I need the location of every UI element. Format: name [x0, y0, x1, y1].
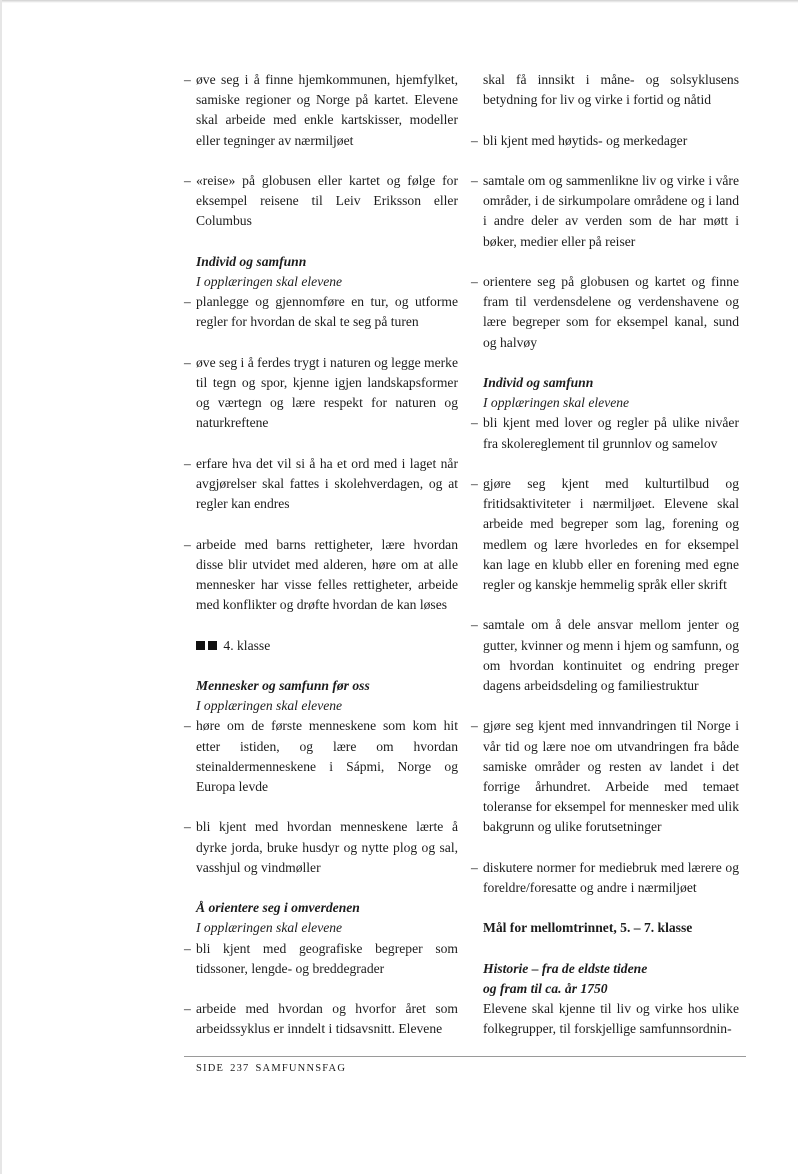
dash-bullet: –: [184, 72, 191, 87]
dash-bullet: –: [471, 718, 478, 734]
list-item-text: «reise» på globusen eller kartet og følge for eksempel reisene til Leiv Eriksson eller Columbus: [196, 173, 458, 229]
dash-bullet: –: [471, 132, 478, 148]
list-item-text: arbeide med hvordan og hvorfor året som arbeidssyklus er inndelt i tidsavsnitt. Elevene: [196, 1001, 458, 1037]
dash-bullet: –: [471, 273, 478, 289]
dash-bullet: –: [184, 940, 191, 956]
list-item: [184, 171, 458, 232]
dash-bullet: –: [471, 617, 478, 633]
dash-bullet: –: [184, 819, 191, 835]
list-item: [471, 474, 739, 595]
dash-bullet: –: [471, 475, 478, 491]
list-item-text: bli kjent med geografiske begreper som tidssoner, lengde- og breddegrader: [196, 940, 458, 976]
list-item-text: bli kjent med lover og regler på ulike nivåer fra skolereglement til grunnlov og samelov: [483, 415, 739, 451]
list-item-text: gjøre seg kjent med kulturtilbud og fritidsaktiviteter i nærmiljøet. Elevene skal arbeide med begreper som lag, forening og medlem og lære hvorledes en for eksempel kan lage en klubb eller en forening med egne regler og kanskje hemmelig språk eller skrift: [483, 475, 739, 592]
list-item-text: diskutere normer for mediebruk med lærere og foreldre/foresatte og andre i nærmiljøet: [483, 859, 739, 895]
list-item: [184, 939, 458, 979]
section-subheading: I opplæringen skal elevene: [483, 395, 630, 411]
list-item: [184, 535, 458, 616]
grade-heading: [184, 636, 458, 656]
section-subheading: I opplæringen skal elevene: [196, 274, 343, 289]
square-bullet-icon: [196, 641, 205, 650]
list-item: [184, 817, 458, 878]
left-column: [184, 70, 458, 1040]
list-item: [471, 615, 739, 696]
section-heading: Mennesker og samfunn før oss: [196, 677, 370, 693]
section-heading-line-2: og fram til ca. år 1750: [483, 980, 608, 996]
list-item-text: erfare hva det vil si å ha et ord med i laget når avgjørelser skal fattes i skolehverdagen, og at regler kan endres: [196, 455, 458, 512]
footer-divider: [184, 1056, 746, 1057]
list-item-text: bli kjent med høytids- og merkedager: [483, 132, 688, 148]
scan-top-edge: [0, 0, 798, 3]
scan-left-edge: [0, 0, 2, 1174]
page-footer: [196, 1063, 352, 1074]
list-item-text: arbeide med barns rettigheter, lære hvordan disse blir utvidet med alderen, høre om at alle mennesker har visse felles rettigheter, arbeide med konflikter og drøfte hvordan de kan løses: [196, 536, 458, 613]
list-item: [184, 716, 458, 797]
list-item-text: orientere seg på globusen og kartet og finne fram til verdensdelene og verdenshavene og lære begreper som for eksempel kanal, sund og halvøy: [483, 273, 739, 350]
list-item: [184, 454, 458, 515]
list-item-text: planlegge og gjennomføre en tur, og utforme regler for hvordan de skal te seg på turen: [196, 294, 458, 330]
section-heading: Individ og samfunn: [483, 374, 594, 390]
footer-subject: SAMFUNNSFAG: [255, 1063, 347, 1074]
page-number: 237: [230, 1063, 250, 1074]
dash-bullet: –: [184, 536, 191, 552]
list-item: [471, 413, 739, 453]
dash-bullet: –: [471, 415, 478, 431]
dash-bullet: –: [184, 718, 191, 734]
section-heading: Å orientere seg i omverdenen: [196, 900, 360, 916]
body-paragraph: Elevene skal kjenne til liv og virke hos ulike folkegrupper, til forskjellige samfunnsordnin-: [483, 1001, 739, 1037]
footer-side-label: SIDE: [196, 1063, 225, 1074]
dash-bullet: –: [184, 354, 191, 370]
section-heading: Individ og samfunn: [196, 253, 307, 269]
dash-bullet: –: [184, 294, 191, 310]
list-item-text: høre om de første menneskene som kom hit etter istiden, og lære om hvordan steinaldermenneskene i Sápmi, Norge og Europa levde: [196, 718, 458, 794]
section-heading: Historie – fra de eldste tidene: [483, 960, 648, 976]
list-item-text: bli kjent med hvordan menneskene lærte å dyrke jorda, bruke husdyr og nytte plog og sal, vasshjul og vindmøller: [196, 819, 458, 875]
list-item-text: øve seg i å finne hjemkommunen, hjemfylket, samiske regioner og Norge på kartet. Elevene skal arbeide med enkle kartskisser, modeller eller tegninger av nærmiljøet: [196, 72, 458, 148]
section-subheading: I opplæringen skal elevene: [196, 698, 343, 714]
list-item: [471, 171, 739, 252]
list-item-text: øve seg i å ferdes trygt i naturen og legge merke til tegn og spor, kjenne igjen landskapsformer og værtegn og lære respekt for naturen og naturkreftene: [196, 354, 458, 431]
dash-bullet: –: [184, 455, 191, 471]
list-item: [184, 292, 458, 332]
list-item: [471, 131, 739, 151]
list-item: [471, 716, 739, 837]
list-item: [471, 858, 739, 898]
list-item-text: samtale om å dele ansvar mellom jenter og gutter, kvinner og menn i hjem og samfunn, og om hvordan kontinuitet og endring preger dagens arbeidsdeling og familiestruktur: [483, 617, 739, 693]
list-item: [471, 272, 739, 353]
dash-bullet: –: [184, 173, 191, 188]
list-item-text: gjøre seg kjent med innvandringen til Norge i vår tid og lære noe om utvandringen fra både samiske områder og resten av landet i det forrige århundret. Arbeide med temaet toleranse for eksempel for mennesker med ulik bakgrunn og ulike forutsetninger: [483, 718, 739, 835]
grade-label: 4. klasse: [223, 637, 271, 653]
section-subheading: I opplæringen skal elevene: [196, 920, 343, 936]
square-bullet-icon: [208, 641, 217, 650]
list-item: [184, 70, 458, 151]
dash-bullet: –: [184, 1001, 191, 1017]
list-item-text: samtale om og sammenlikne liv og virke i våre områder, i de sirkumpolare områdene og i land i andre deler av verden som de har møtt i bøker, medier eller på reiser: [483, 172, 739, 249]
right-column: [471, 70, 739, 1040]
list-item: [184, 353, 458, 434]
dash-bullet: –: [471, 859, 478, 875]
continued-paragraph: skal få innsikt i måne- og solsyklusens betydning for liv og virke i fortid og nåtid: [483, 72, 739, 108]
list-item: [184, 999, 458, 1039]
goals-heading: Mål for mellomtrinnet, 5. – 7. klasse: [483, 920, 693, 936]
dash-bullet: –: [471, 172, 478, 188]
